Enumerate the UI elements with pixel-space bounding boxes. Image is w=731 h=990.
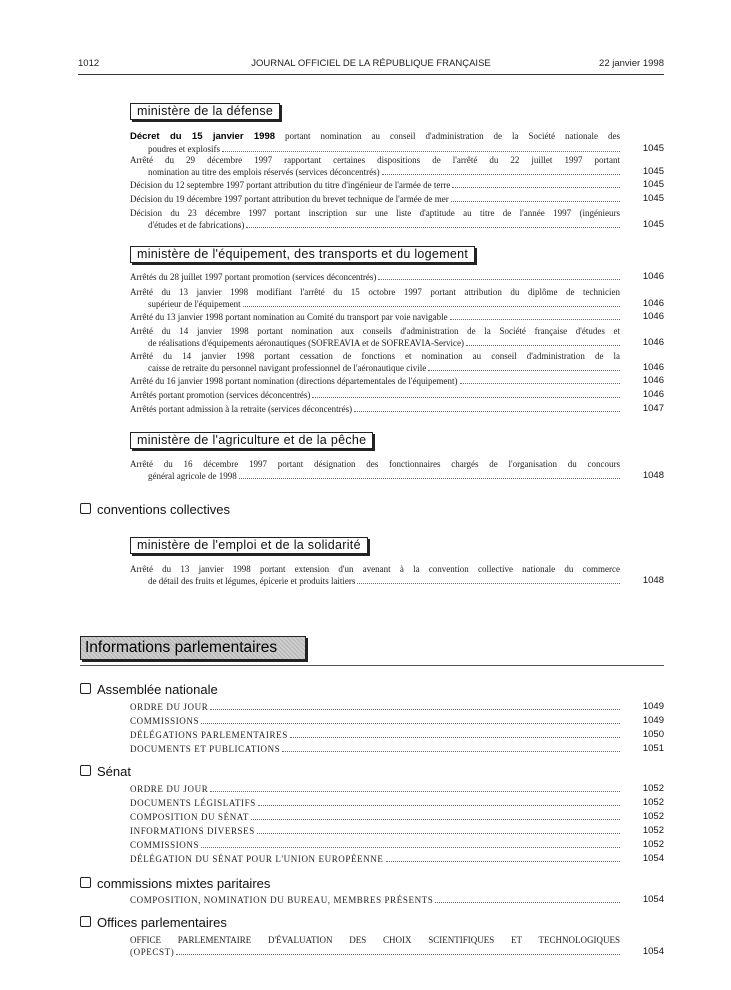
leader-dots xyxy=(201,847,620,848)
page-ref: 1045 xyxy=(642,143,664,154)
page-ref: 1046 xyxy=(642,375,664,386)
leader-dots xyxy=(201,723,620,724)
list-item xyxy=(130,839,664,851)
list-item xyxy=(130,715,664,727)
page-ref: 1052 xyxy=(642,825,664,836)
entry-text: INFORMATIONS DIVERSES xyxy=(130,826,255,836)
entry-text: Arrêté du 16 janvier 1998 portant nomination (directions départementales de l'équipement) xyxy=(130,376,458,386)
entry-text: ORDRE DU JOUR xyxy=(130,702,209,712)
entry-text: DÉLÉGATIONS PARLEMENTAIRES xyxy=(130,730,288,740)
page-ref: 1045 xyxy=(642,179,664,190)
leader-dots xyxy=(386,861,621,862)
entry-text: OFFICE PARLEMENTAIRE D'ÉVALUATION DES CHOIX SCIENTIFIQUES ET TECHNOLOGIQUES xyxy=(130,935,620,945)
category-commissions-mixtes-paritaires xyxy=(80,876,270,892)
entry-text: DÉLÉGATION DU SÉNAT POUR L'UNION EUROPÉENNE xyxy=(130,854,384,864)
checkbox-icon xyxy=(80,503,91,514)
list-item xyxy=(130,193,664,205)
list-item xyxy=(130,563,664,587)
list-item xyxy=(130,934,664,958)
page-ref: 1046 xyxy=(642,298,664,309)
leader-dots xyxy=(243,306,620,307)
entry-text: Décision du 23 décembre 1997 portant inscription sur une liste d'aptitude au titre de l'année 1997 (ingénieurs xyxy=(130,208,620,218)
entry-text: ORDRE DU JOUR xyxy=(130,784,209,794)
entry-text: (OPECST) xyxy=(130,947,175,957)
entry-text: Arrêté du 14 janvier 1998 portant cessation de fonctions et nomination au conseil d'administration de la xyxy=(130,351,620,361)
list-item xyxy=(130,179,664,191)
leader-dots xyxy=(357,583,620,584)
entry-text: Arrêtés portant promotion (services déconcentrés) xyxy=(130,390,311,400)
page-ref: 1051 xyxy=(642,743,664,754)
category-conventions-collectives xyxy=(80,502,230,518)
list-item xyxy=(130,811,664,823)
page-number: 1012 xyxy=(78,58,100,69)
leader-dots xyxy=(452,187,620,188)
entry-text: COMPOSITION DU SÉNAT xyxy=(130,812,250,822)
leader-dots xyxy=(312,397,620,398)
page-ref: 1048 xyxy=(642,470,664,481)
page-ref: 1047 xyxy=(642,403,664,414)
list-item xyxy=(130,783,664,795)
entry-text: Arrêté du 13 janvier 1998 portant extension d'un avenant à la convention collective nationale du commerce xyxy=(130,564,620,574)
leader-dots xyxy=(257,833,620,834)
leader-dots xyxy=(222,151,620,152)
page-ref: 1048 xyxy=(642,575,664,586)
page-ref: 1046 xyxy=(642,389,664,400)
section-heading-emploi: ministère de l'emploi et de la solidarité xyxy=(130,537,368,554)
entry-text: de détail des fruits et légumes, épicerie et produits laitiers xyxy=(148,576,356,586)
issue-date: 22 janvier 1998 xyxy=(599,58,664,69)
list-item xyxy=(130,458,664,482)
section-heading-equipement: ministère de l'équipement, des transports et du logement xyxy=(130,246,475,263)
section-heading-agriculture: ministère de l'agriculture et de la pêche xyxy=(130,432,373,449)
category-senat xyxy=(80,764,131,780)
entry-text: Arrêté du 29 décembre 1997 rapportant certaines dispositions de l'arrêté du 22 juillet 1997 portant xyxy=(130,155,620,165)
category-label: Offices parlementaires xyxy=(97,915,227,930)
checkbox-icon xyxy=(80,765,91,776)
category-label: commissions mixtes paritaires xyxy=(97,876,271,891)
leader-dots xyxy=(282,751,620,752)
leader-dots xyxy=(451,201,620,202)
entry-text: DOCUMENTS LÉGISLATIFS xyxy=(130,798,256,808)
page-ref: 1054 xyxy=(642,853,664,864)
leader-dots xyxy=(435,902,620,903)
page-ref: 1046 xyxy=(642,362,664,373)
leader-dots xyxy=(210,709,620,710)
leader-dots xyxy=(466,345,620,346)
entry-lead: Décret du 15 janvier 1998 xyxy=(130,131,276,142)
leader-dots xyxy=(176,954,620,955)
list-item xyxy=(130,207,664,231)
list-item xyxy=(130,825,664,837)
list-item xyxy=(130,130,664,155)
header-rule xyxy=(78,74,664,75)
list-item xyxy=(130,729,664,741)
leader-dots xyxy=(428,370,620,371)
leader-dots xyxy=(258,805,620,806)
leader-dots xyxy=(246,227,620,228)
informations-parlementaires-banner: Informations parlementaires xyxy=(80,636,306,660)
checkbox-icon xyxy=(80,877,91,888)
entry-text: poudres et explosifs xyxy=(148,144,220,154)
checkbox-icon xyxy=(80,916,91,927)
list-item xyxy=(130,271,664,283)
entry-text: d'études et de fabrications) xyxy=(148,220,245,230)
list-item xyxy=(130,403,664,415)
entry-text: DOCUMENTS ET PUBLICATIONS xyxy=(130,744,281,754)
entry-text: général agricole de 1998 xyxy=(148,471,237,481)
entry-text: Arrêté du 14 janvier 1998 portant nomination aux conseils d'administration de la Société française d'études et xyxy=(130,326,620,336)
entry-text: caisse de retraite du personnel navigant professionnel de l'aéronautique civile xyxy=(148,363,427,373)
entry-text: COMMISSIONS xyxy=(130,840,200,850)
running-header xyxy=(78,58,664,72)
category-label: Assemblée nationale xyxy=(97,682,218,697)
page-ref: 1046 xyxy=(642,311,664,322)
list-item xyxy=(130,350,664,374)
leader-dots xyxy=(460,383,620,384)
page-ref: 1054 xyxy=(642,894,664,905)
page-ref: 1045 xyxy=(642,219,664,230)
category-offices-parlementaires xyxy=(80,915,227,931)
page-ref: 1049 xyxy=(642,701,664,712)
list-item xyxy=(130,286,664,310)
page-ref: 1045 xyxy=(642,193,664,204)
list-item xyxy=(130,154,664,178)
entry-text: portant nomination au conseil d'administration de la Société nationale des xyxy=(275,131,620,141)
page-ref: 1054 xyxy=(642,946,664,957)
entry-text: COMPOSITION, NOMINATION DU BUREAU, MEMBRES PRÉSENTS xyxy=(130,895,434,905)
page-ref: 1052 xyxy=(642,797,664,808)
list-item xyxy=(130,325,664,349)
page-ref: 1049 xyxy=(642,715,664,726)
category-assemblee-nationale xyxy=(80,682,218,698)
list-item xyxy=(130,743,664,755)
entry-text: de réalisations d'équipements aéronautiques (SOFREAVIA et de SOFREAVIA-Service) xyxy=(148,338,464,348)
leader-dots xyxy=(210,791,620,792)
page-ref: 1046 xyxy=(642,271,664,282)
entry-text: COMMISSIONS xyxy=(130,716,200,726)
list-item xyxy=(130,389,664,401)
list-item xyxy=(130,894,664,906)
entry-text: Arrêté du 13 janvier 1998 modifiant l'arrêté du 15 octobre 1997 portant attribution du diplôme de technicien xyxy=(130,287,620,297)
page-ref: 1052 xyxy=(642,811,664,822)
list-item xyxy=(130,701,664,713)
entry-text: Arrêté du 16 décembre 1997 portant désignation des fonctionnaires chargés de l'organisation du concours xyxy=(130,459,620,469)
list-item xyxy=(130,797,664,809)
list-item xyxy=(130,311,664,323)
checkbox-icon xyxy=(80,683,91,694)
entry-text: Arrêtés du 28 juillet 1997 portant promotion (services déconcentrés) xyxy=(130,272,377,282)
page-ref: 1052 xyxy=(642,783,664,794)
banner-rule xyxy=(80,665,664,666)
page-ref: 1046 xyxy=(642,337,664,348)
leader-dots xyxy=(382,174,620,175)
entry-text: nomination au titre des emplois réservés (services déconcentrés) xyxy=(148,167,380,177)
leader-dots xyxy=(378,279,620,280)
list-item xyxy=(130,853,664,865)
page-ref: 1045 xyxy=(642,166,664,177)
entry-text: Décision du 19 décembre 1997 portant attribution du brevet technique de l'armée de mer xyxy=(130,194,449,204)
leader-dots xyxy=(239,478,620,479)
entry-text: Décision du 12 septembre 1997 portant attribution du titre d'ingénieur de l'armée de terre xyxy=(130,180,451,190)
page-ref: 1050 xyxy=(642,729,664,740)
category-label: conventions collectives xyxy=(97,502,230,517)
entry-text: Arrêtés portant admission à la retraite (services déconcentrés) xyxy=(130,404,353,414)
leader-dots xyxy=(450,319,620,320)
journal-title: JOURNAL OFFICIEL DE LA RÉPUBLIQUE FRANÇAISE xyxy=(251,58,491,69)
section-heading-defense: ministère de la défense xyxy=(130,103,280,120)
leader-dots xyxy=(251,819,620,820)
page-ref: 1052 xyxy=(642,839,664,850)
leader-dots xyxy=(354,411,620,412)
category-label: Sénat xyxy=(97,764,131,779)
entry-text: Arrêté du 13 janvier 1998 portant nomination au Comité du transport par voie navigable xyxy=(130,312,448,322)
list-item xyxy=(130,375,664,387)
leader-dots xyxy=(290,737,620,738)
entry-text: supérieur de l'équipement xyxy=(148,299,241,309)
